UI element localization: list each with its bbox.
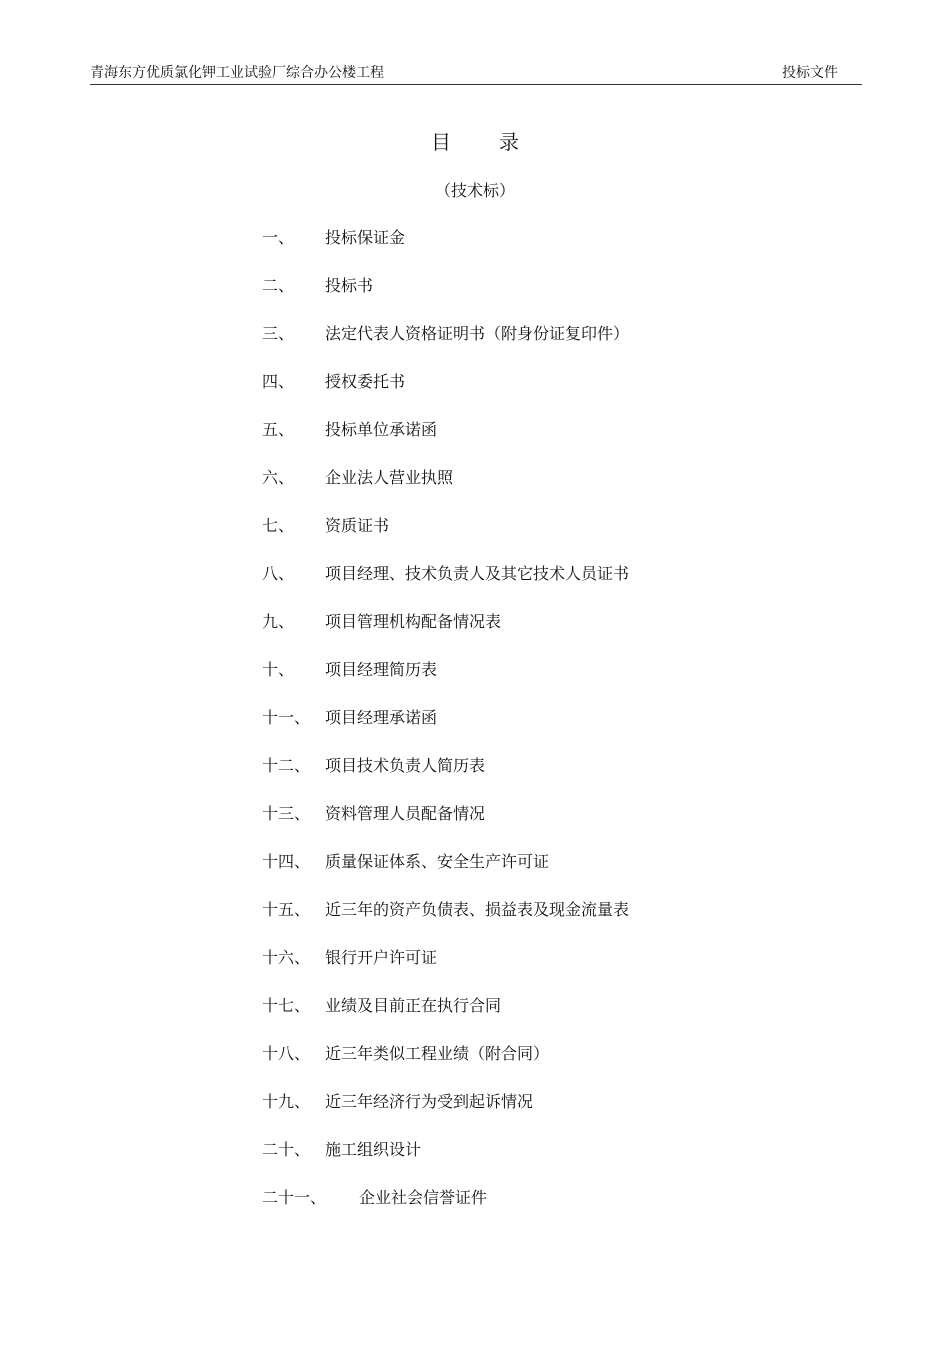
- toc-item-text: 项目技术负责人简历表: [325, 756, 486, 775]
- toc-item-text: 项目经理、技术负责人及其它技术人员证书: [325, 564, 630, 583]
- toc-item-text: 资料管理人员配备情况: [325, 804, 486, 823]
- toc-item: [262, 1090, 862, 1138]
- toc-item-number: 十一、: [262, 708, 311, 727]
- toc-item: [262, 850, 862, 898]
- toc-item-number: 十九、: [262, 1092, 311, 1111]
- toc-item-text: 授权委托书: [325, 372, 406, 391]
- toc-item-number: 二十一、: [262, 1188, 327, 1207]
- toc-item: [262, 322, 862, 370]
- toc-item-number: 十七、: [262, 996, 311, 1015]
- toc-item-number: 十四、: [262, 852, 311, 871]
- toc-item-text: 近三年的资产负债表、损益表及现金流量表: [325, 900, 630, 919]
- toc-item-number: 十三、: [262, 804, 311, 823]
- toc-item-number: 十、: [262, 660, 295, 679]
- toc-item-text: 投标保证金: [325, 228, 406, 247]
- toc-item: [262, 1186, 862, 1234]
- toc-item: [262, 946, 862, 994]
- toc-item: [262, 706, 862, 754]
- toc-item-text: 投标单位承诺函: [325, 420, 438, 439]
- toc-item-text: 业绩及目前正在执行合同: [325, 996, 502, 1015]
- toc-item: [262, 514, 862, 562]
- toc-item: [262, 1138, 862, 1186]
- toc-item-text: 法定代表人资格证明书（附身份证复印件）: [325, 324, 630, 343]
- toc-item-number: 六、: [262, 468, 295, 487]
- toc-item: [262, 754, 862, 802]
- toc-item: [262, 466, 862, 514]
- toc-item-number: 九、: [262, 612, 295, 631]
- toc-item-text: 近三年类似工程业绩（附合同）: [325, 1044, 550, 1063]
- toc-item-number: 三、: [262, 324, 295, 343]
- toc-item: [262, 802, 862, 850]
- toc-item-text: 项目经理简历表: [325, 660, 438, 679]
- toc-item-number: 五、: [262, 420, 295, 439]
- toc-item-number: 十五、: [262, 900, 311, 919]
- table-of-contents: [262, 226, 862, 1234]
- toc-item-number: 一、: [262, 228, 295, 247]
- toc-item-text: 银行开户许可证: [325, 948, 438, 967]
- toc-item-number: 十八、: [262, 1044, 311, 1063]
- toc-item-number: 八、: [262, 564, 295, 583]
- toc-item-text: 资质证书: [325, 516, 390, 535]
- toc-item: [262, 370, 862, 418]
- toc-item: [262, 610, 862, 658]
- header-project-title: 青海东方优质氯化钾工业试验厂综合办公楼工程: [90, 65, 384, 81]
- toc-item-text: 项目经理承诺函: [325, 708, 438, 727]
- toc-item: [262, 1042, 862, 1090]
- toc-item: [262, 898, 862, 946]
- toc-item-number: 四、: [262, 372, 295, 391]
- toc-item-number: 二十、: [262, 1140, 311, 1159]
- toc-item-number: 十二、: [262, 756, 311, 775]
- toc-item-text: 质量保证体系、安全生产许可证: [325, 852, 550, 871]
- toc-item: [262, 562, 862, 610]
- toc-item: [262, 274, 862, 322]
- toc-item: [262, 994, 862, 1042]
- toc-item-text: 企业法人营业执照: [325, 468, 454, 487]
- toc-item-text: 近三年经济行为受到起诉情况: [325, 1092, 534, 1111]
- toc-item-text: 企业社会信誉证件: [359, 1188, 488, 1207]
- toc-item-number: 十六、: [262, 948, 311, 967]
- toc-item: [262, 418, 862, 466]
- page-title: 目录: [431, 130, 567, 154]
- toc-item: [262, 226, 862, 274]
- toc-item-number: 二、: [262, 276, 295, 295]
- toc-item-text: 项目管理机构配备情况表: [325, 612, 502, 631]
- toc-item: [262, 658, 862, 706]
- page-subtitle: （技术标）: [434, 181, 515, 200]
- page-header: [90, 60, 862, 85]
- header-doc-type: 投标文件: [782, 65, 838, 81]
- toc-item-text: 投标书: [325, 276, 374, 295]
- toc-item-number: 七、: [262, 516, 295, 535]
- toc-item-text: 施工组织设计: [325, 1140, 422, 1159]
